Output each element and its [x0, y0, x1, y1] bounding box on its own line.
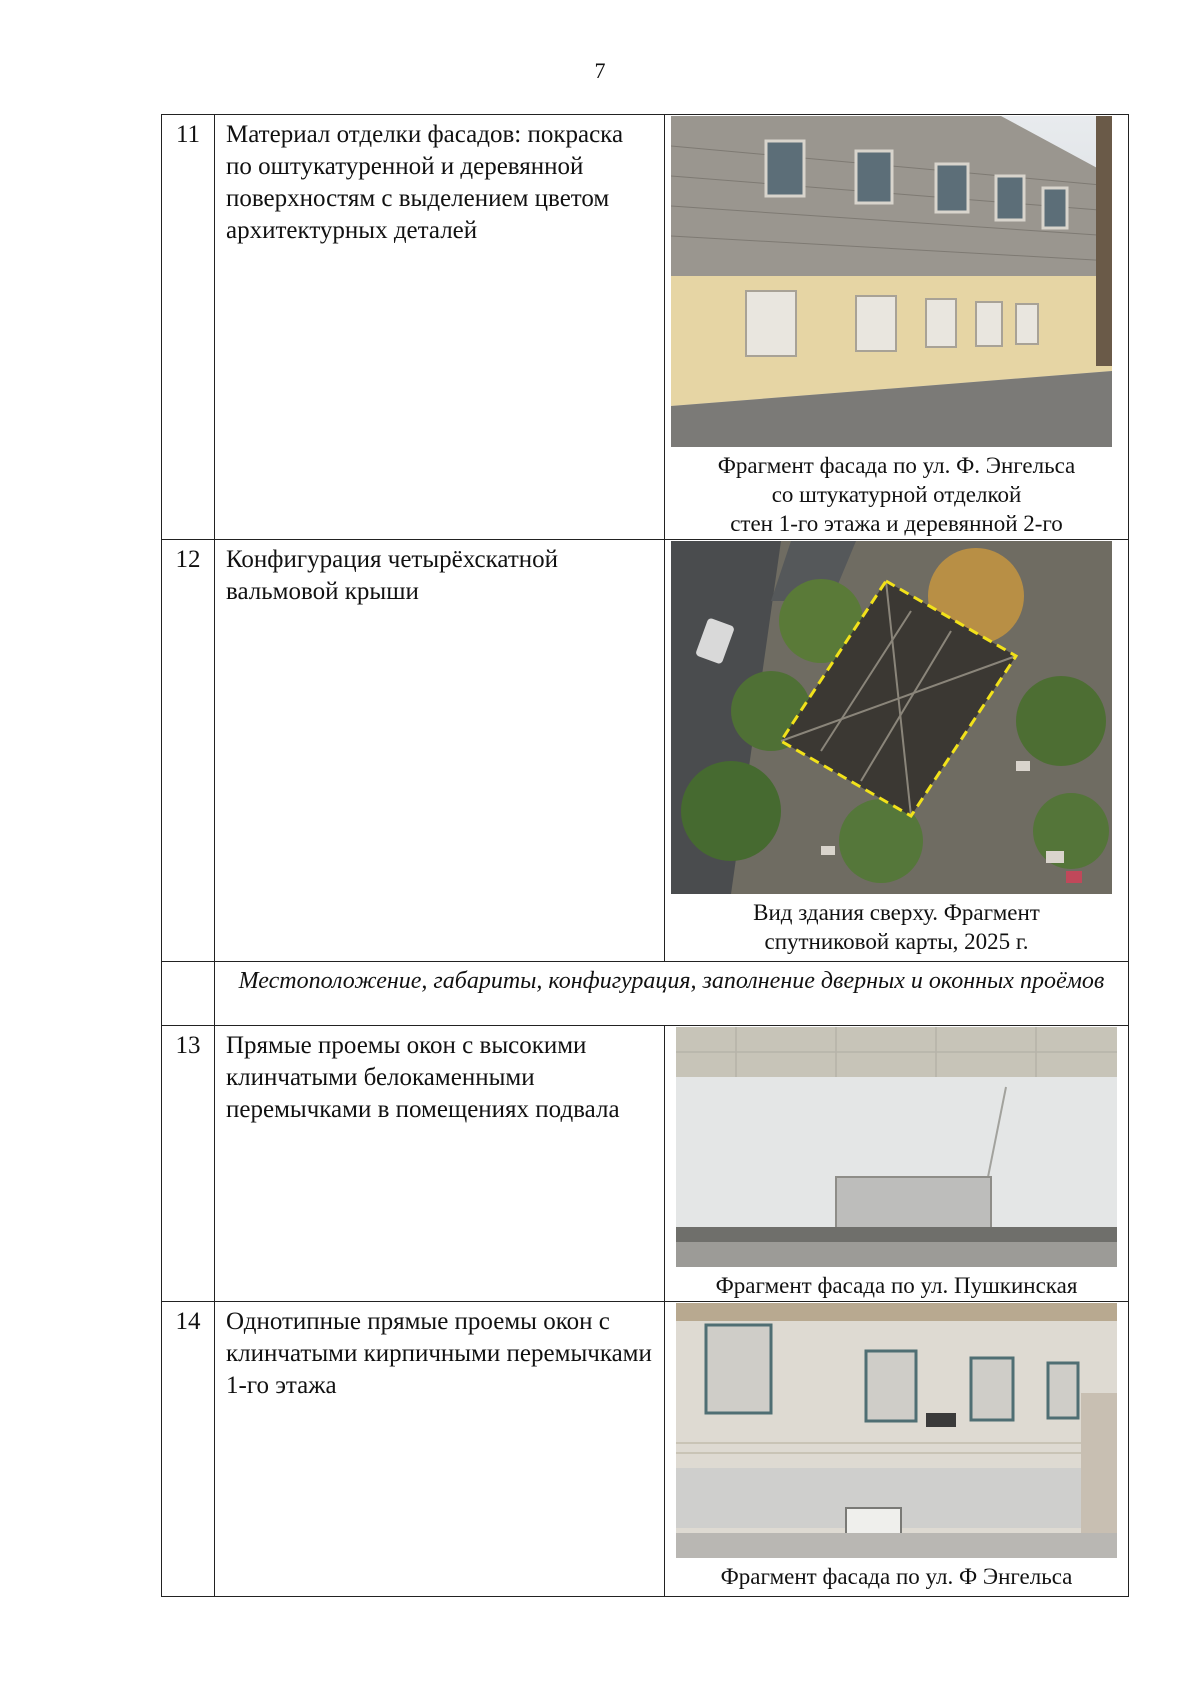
row-description: Прямые проемы окон с высокими клинчатыми белокаменными перемычками в помещениях подвала: [215, 1026, 665, 1302]
photo-caption: Фрагмент фасада по ул. Ф Энгельса: [720, 1564, 1073, 1589]
row-media: [665, 115, 1129, 540]
page-number: 7: [594, 58, 606, 83]
row-number: 12: [162, 540, 215, 962]
first-floor-windows-photo: [676, 1303, 1117, 1558]
row-number: 11: [162, 115, 215, 540]
table-row: [162, 1026, 1129, 1302]
table-row: [162, 115, 1129, 540]
row-description: Материал отделки фасадов: покраска по оштукатуренной и деревянной поверхностям с выделением цветом архитектурных деталей: [215, 115, 665, 540]
photo-caption: Фрагмент фасада по ул. Ф. Энгельса со штукатурной отделкой стен 1-го этажа и деревянной 2-го: [717, 453, 1076, 536]
table-row: [162, 540, 1129, 962]
photo-caption: Фрагмент фасада по ул. Пушкинская: [715, 1273, 1078, 1298]
row-number-empty: [162, 962, 215, 1026]
aerial-roof-photo: [671, 541, 1112, 894]
row-number: 14: [162, 1302, 215, 1597]
row-media: [665, 1026, 1129, 1302]
row-media: [665, 540, 1129, 962]
facade-photo-wood-plaster: [671, 116, 1112, 447]
features-table: [161, 114, 1129, 1597]
row-number: 13: [162, 1026, 215, 1302]
row-description: Конфигурация четырёхскатной вальмовой крыши: [215, 540, 665, 962]
row-media: [665, 1302, 1129, 1597]
table-row: [162, 1302, 1129, 1597]
photo-caption: Вид здания сверху. Фрагмент спутниковой карты, 2025 г.: [753, 900, 1040, 954]
row-description: Однотипные прямые проемы окон с клинчатыми кирпичными перемычками 1-го этажа: [215, 1302, 665, 1597]
section-heading: Местоположение, габариты, конфигурация, заполнение дверных и оконных проёмов: [215, 962, 1129, 1026]
basement-window-photo: [676, 1027, 1117, 1267]
section-row: [162, 962, 1129, 1026]
